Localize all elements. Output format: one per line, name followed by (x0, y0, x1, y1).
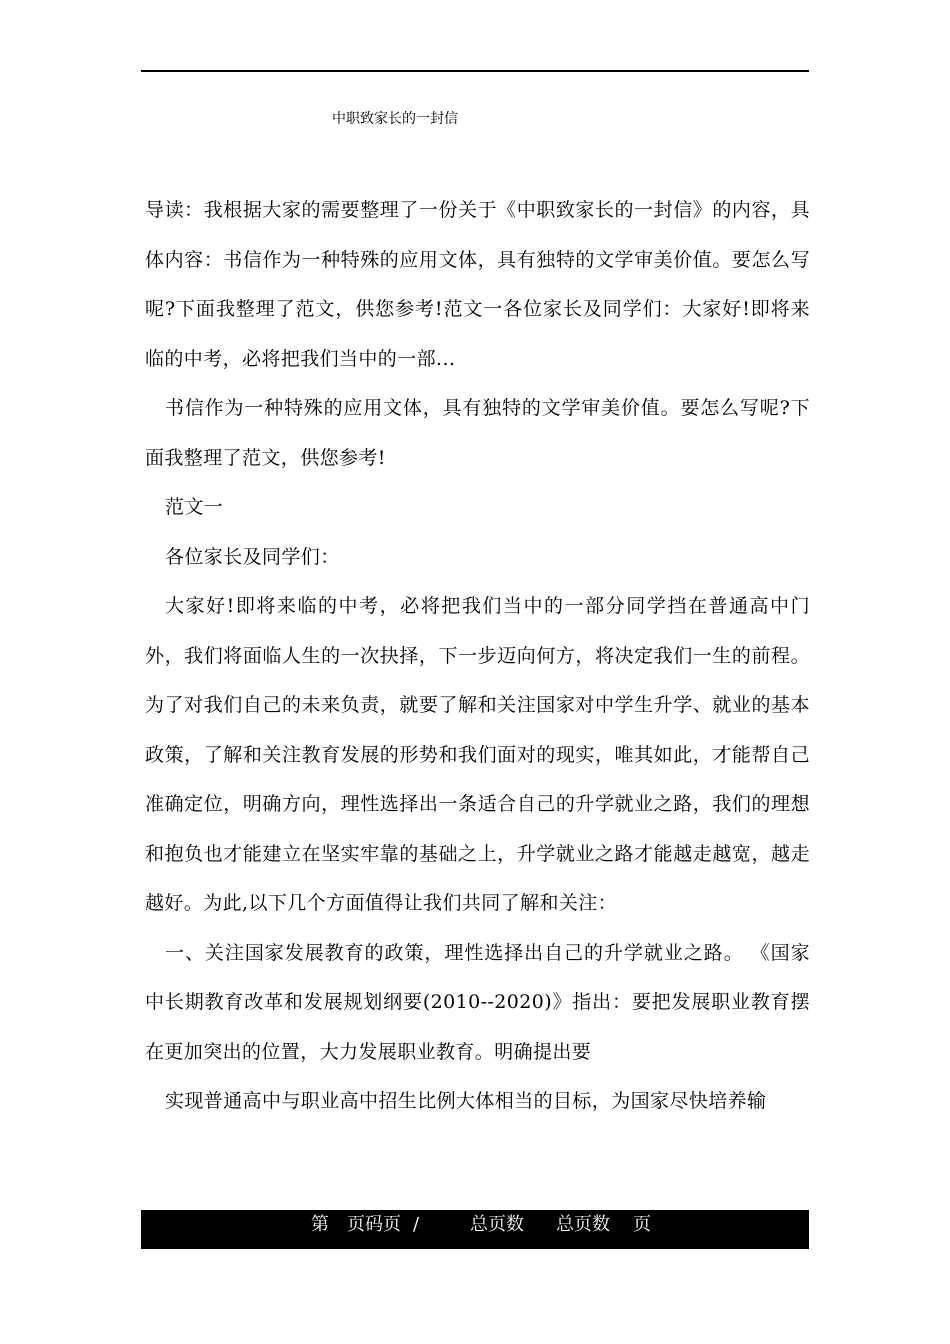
body-paragraph: 书信作为一种特殊的应用文体，具有独特的文学审美价值。要怎么写呢?下面我整理了范文，供您参考! (145, 397, 810, 469)
body-paragraph: 实现普通高中与职业高中招生比例大体相当的目标，为国家尽快培养输 (165, 1090, 767, 1112)
page-number-label: 页码页 (347, 1214, 401, 1235)
total-pages-label: 总页数 (470, 1214, 524, 1235)
page-footer (141, 1210, 809, 1249)
document-body (145, 186, 810, 1127)
intro-paragraph: 导读：我根据大家的需要整理了一份关于《中职致家长的一封信》的内容，具体内容：书信作为一种特殊的应用文体，具有独特的文学审美价值。要怎么写呢?下面我整理了范文，供您参考!范文一各位家长及同学们：大家好!即将来临的中考，必将把我们当中的一部... (145, 199, 810, 370)
page-suffix: 页 (633, 1214, 651, 1235)
header-rule (141, 70, 809, 72)
page-prefix: 第 (311, 1214, 329, 1235)
sample-heading: 范文一 (165, 496, 224, 518)
document-header-title: 中职致家长的一封信 (332, 111, 458, 127)
body-paragraph: 大家好!即将来临的中考，必将把我们当中的一部分同学挡在普通高中门外，我们将面临人生的一次抉择，下一步迈向何方，将决定我们一生的前程。为了对我们自己的未来负责，就要了解和关注国家对中学生升学、就业的基本政策，了解和关注教育发展的形势和我们面对的现实，唯其如此，才能帮自己准确定位，明确方向，理性选择出一条适合自己的升学就业之路，我们的理想和抱负也才能建立在坚实牢靠的基础之上，升学就业之路才能越走越宽，越走越好。为此,以下几个方面值得让我们共同了解和关注： (145, 595, 810, 914)
salutation: 各位家长及同学们： (165, 545, 340, 568)
total-pages-label: 总页数 (556, 1214, 610, 1235)
body-paragraph: 一、关注国家发展教育的政策，理性选择出自己的升学就业之路。 《国家中长期教育改革和发展规划纲要(2010--2020)》指出：要把发展职业教育摆在更加突出的位置，大力发展职业教育。明确提出要 (145, 941, 810, 1063)
page-separator: / (413, 1214, 420, 1235)
